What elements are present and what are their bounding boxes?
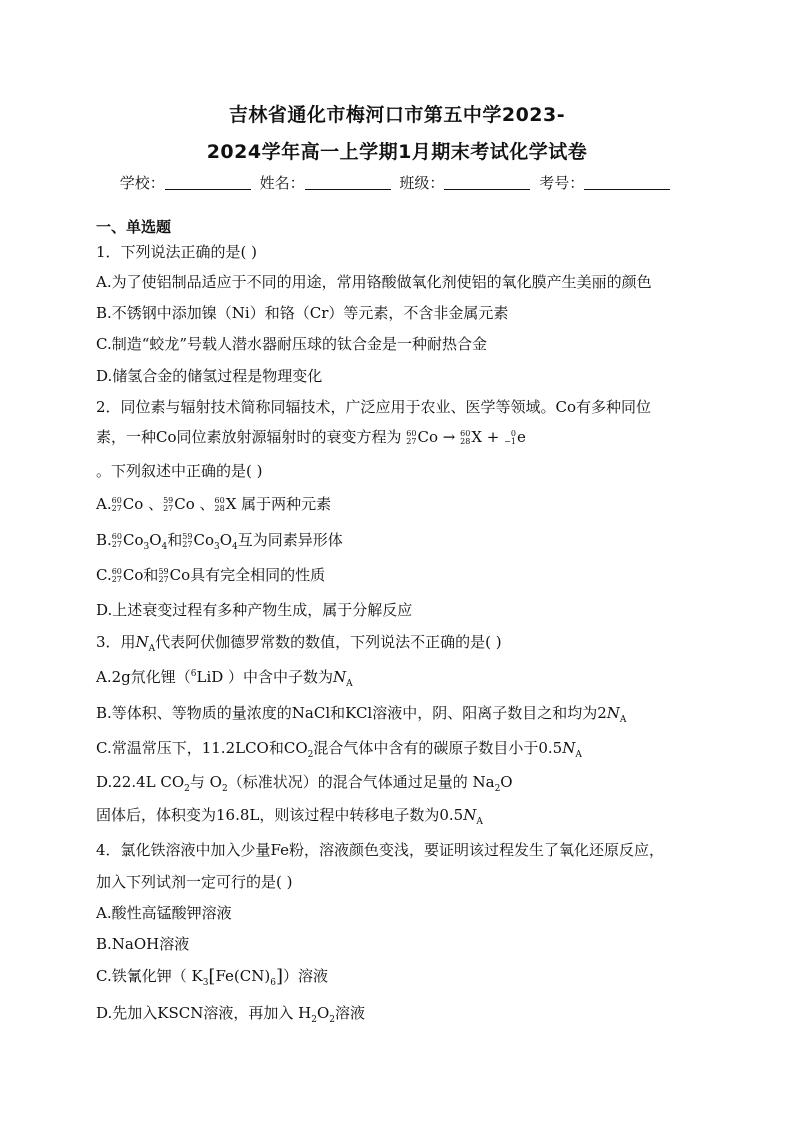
q2-stem-3: 。下列叙述中正确的是( )	[96, 462, 263, 480]
q2-option-c: C. 60 27 Co和 59 27 Co具有完全相同的性质	[96, 566, 326, 584]
q4-option-c: C.铁氰化钾（ $K_3[Fe(CN)_6]$）溶液	[96, 966, 329, 988]
q3-option-d-continued: 固体后，体积变为16.8L，则该过程中转移电子数为$0.5N_A$	[96, 806, 483, 827]
q1-stem: 1．下列说法正确的是( )	[96, 243, 258, 261]
class-blank[interactable]	[444, 175, 530, 190]
q2-stem-1: 2．同位素与辐射技术简称同辐技术，广泛应用于农业、医学等领域。Co有多种同位	[96, 398, 652, 416]
q3-stem: 3．用$N_A$代表阿伏伽德罗常数的数值，下列说法不正确的是( )	[96, 633, 502, 654]
q4-stem-1: 4．氯化铁溶液中加入少量Fe粉，溶液颜色变浅，要证明该过程发生了氧化还原反应，	[96, 841, 665, 859]
exam-number-blank[interactable]	[584, 175, 670, 190]
school-blank[interactable]	[165, 175, 251, 190]
q1-option-b: B.不锈钢中添加镍（Ni）和铬（Cr）等元素，不含非金属元素	[96, 304, 509, 322]
q2-option-b: B. 60 27 $Co_3O_4$和 59 27 $Co_3O_4$互为同素异形体	[96, 531, 343, 552]
title-line-2: 2024学年高一上学期1月期末考试化学试卷	[206, 141, 588, 163]
class-label: 班级：	[399, 174, 445, 192]
name-blank[interactable]	[305, 175, 391, 190]
q2-option-d: D.上述衰变过程有多种产物生成，属于分解反应	[96, 601, 413, 619]
q4-option-d: D.先加入KSCN溶液，再加入 $H_2O_2$溶液	[96, 1004, 365, 1025]
name-label: 姓名：	[259, 174, 305, 192]
q2-stem-2: 素，一种Co同位素放射源辐射时的衰变方程为 60 27 Co → 60 28 X + 0 −1 e	[96, 428, 526, 446]
q1-option-a: A.为了使铝制品适应于不同的用途，常用铬酸做氧化剂使铝的氧化膜产生美丽的颜色	[96, 273, 652, 291]
q3-option-a: A.2g氘化锂（$^6$LiD ）中含中子数为$N_A$	[96, 668, 353, 689]
q4-option-b: B.NaOH溶液	[96, 935, 190, 953]
q1-option-d: D.储氢合金的储氢过程是物理变化	[96, 367, 323, 385]
q4-stem-2: 加入下列试剂一定可行的是( )	[96, 873, 293, 891]
q3-option-c: C.常温常压下，11.2LCO和$CO_2$混合气体中含有的碳原子数目小于$0.5N_A$	[96, 739, 582, 760]
school-label: 学校：	[119, 174, 165, 192]
exam-number-label: 考号：	[539, 174, 585, 192]
q3-option-d: D.22.4L $CO_2$与 $O_2$（标准状况）的混合气体通过足量的 $Na_2O$	[96, 773, 513, 794]
q4-option-a: A.酸性高锰酸钾溶液	[96, 904, 232, 922]
section-heading: 一、单选题	[96, 218, 172, 236]
q1-option-c: C.制造“蛟龙”号载人潜水器耐压球的钛合金是一种耐热合金	[96, 335, 488, 353]
q3-option-b: B.等体积、等物质的量浓度的NaCl和KCl溶液中，阴、阳离子数目之和均为$2N_A$	[96, 704, 627, 725]
q2-option-a: A. 60 27 Co 、 59 27 Co 、 60 28 X 属于两种元素	[96, 495, 332, 513]
student-info-row	[0, 172, 794, 193]
title-line-1: 吉林省通化市梅河口市第五中学2023-	[228, 104, 566, 126]
